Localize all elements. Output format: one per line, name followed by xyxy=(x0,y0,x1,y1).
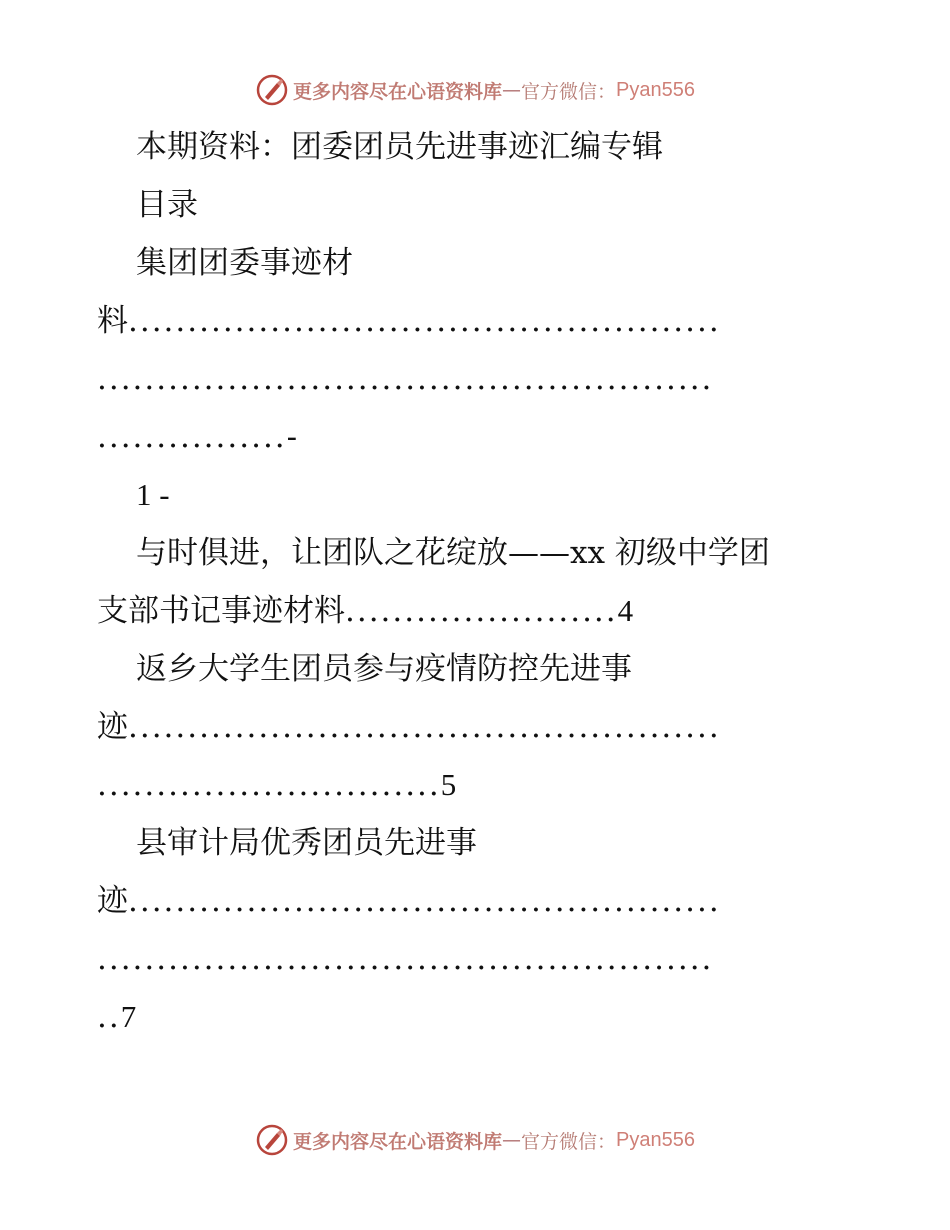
watermark-wechat-label: 官方微信： xyxy=(521,1130,617,1153)
toc-entry-leader xyxy=(97,292,842,350)
toc-entry-title[interactable]: 与时俱进，让团队之花绽放——xx 初级中学团 xyxy=(136,535,770,571)
toc-entry-leader xyxy=(97,698,842,756)
toc-entry-leader: ................- xyxy=(97,419,298,455)
toc-dot-leader: .. xyxy=(97,999,121,1035)
watermark-separator: — xyxy=(502,79,522,101)
toc-entry-page-number: 7 xyxy=(120,999,137,1034)
toc-entry-leader xyxy=(97,756,842,814)
toc-entry-lead-text: 料 xyxy=(97,303,128,339)
toc-entry-lead-text: 支部书记事迹材料 xyxy=(97,593,345,629)
watermark-brand: 更多内容尽在心语资料库 xyxy=(293,1130,503,1153)
toc-entry-title[interactable]: 县审计局优秀团员先进事 xyxy=(136,825,477,861)
pen-logo-icon xyxy=(255,73,289,107)
toc-entry-title[interactable]: 返乡大学生团员参与疫情防控先进事 xyxy=(136,651,632,687)
watermark-footer xyxy=(0,1120,950,1160)
toc-entry-leader xyxy=(97,988,842,1046)
watermark-separator: — xyxy=(502,1129,522,1151)
toc-entry-leader xyxy=(97,872,842,930)
toc-entry-page-number: 4 xyxy=(617,593,634,628)
watermark-account: Pyan556 xyxy=(616,78,695,101)
watermark-brand: 更多内容尽在心语资料库 xyxy=(293,80,503,103)
toc-entry-leader xyxy=(97,930,842,988)
toc-heading: 目录 xyxy=(136,187,198,223)
toc-dot-leader: ................ xyxy=(97,419,287,455)
toc-dot-leader: .................................................... xyxy=(97,941,714,977)
watermark-wechat-label: 官方微信： xyxy=(521,80,617,103)
toc-dot-leader: .................................................. xyxy=(128,709,721,745)
toc-entry-leader xyxy=(97,582,842,640)
document-body xyxy=(97,118,842,1046)
toc-dot-leader: .................................................. xyxy=(128,303,721,339)
toc-entry-title[interactable]: 集团团委事迹材 xyxy=(136,245,353,281)
toc-entry-page-number: 5 xyxy=(440,767,457,802)
document-title: 本期资料：团委团员先进事迹汇编专辑 xyxy=(136,129,663,165)
toc-entry-lead-text: 迹 xyxy=(97,883,128,919)
watermark-account: Pyan556 xyxy=(616,1128,695,1151)
toc-dot-leader: .................................................. xyxy=(128,883,721,919)
watermark-header xyxy=(0,70,950,110)
toc-entry-lead-text: 迹 xyxy=(97,709,128,745)
toc-dot-leader: ....................... xyxy=(345,593,618,629)
toc-dot-leader: .................................................... xyxy=(97,361,714,397)
toc-dot-leader: ............................. xyxy=(97,767,441,803)
toc-entry-leader xyxy=(97,350,842,408)
pen-logo-icon xyxy=(255,1123,289,1157)
toc-entry-page-number: 1 - xyxy=(136,477,170,512)
